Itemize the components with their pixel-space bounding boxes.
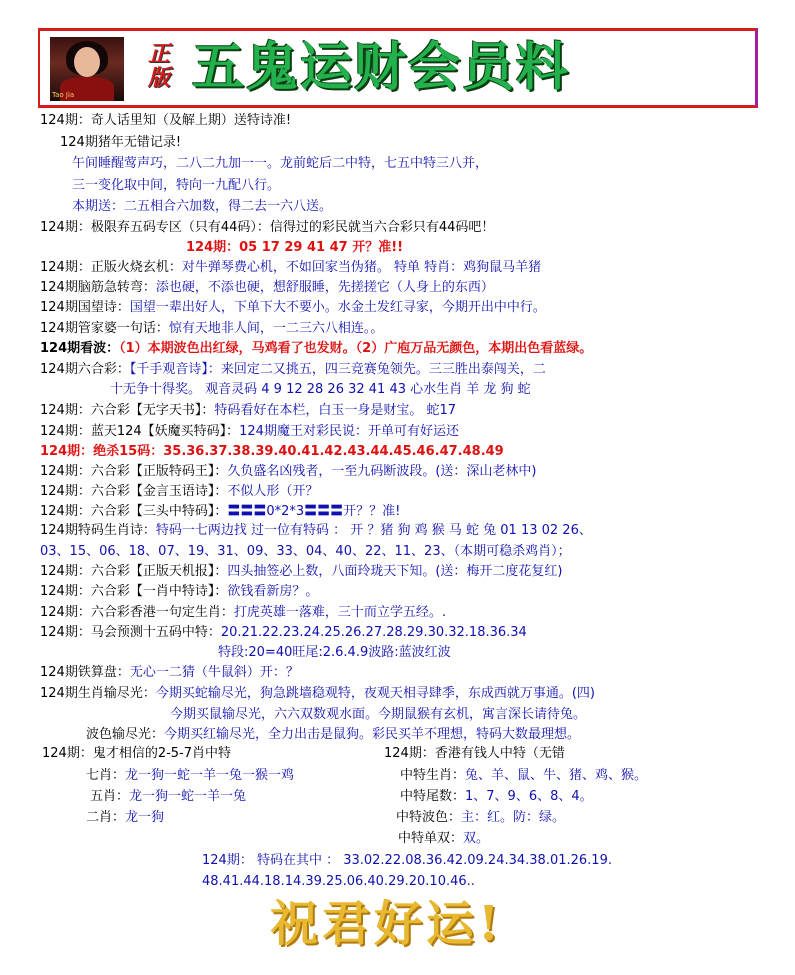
line-segment: 惊有天地非人间，一二三六八相连。。 xyxy=(168,321,384,336)
line-segment: 久负盛名凶残者，一至九码断波段。(送：深山老林中) xyxy=(227,464,537,479)
content-line xyxy=(72,198,332,216)
right-row-label: 中特生肖： xyxy=(400,768,466,783)
line-segment: 124期：六合彩香港一句定生肖： xyxy=(40,605,234,620)
line-segment: 四头抽签必上数，八面玲珑天下知。(送：梅开二度花复红) xyxy=(227,564,563,579)
photo-caption: Tao Jia xyxy=(52,91,75,99)
line-segment: 124期：六合彩【无字天书】： xyxy=(40,403,215,418)
line-segment: 124期脑筋急转弯： xyxy=(40,280,156,295)
left-row-value: 龙一狗一蛇一羊一兔一猴一鸡 xyxy=(125,768,295,783)
line-segment: 124期：六合彩【正版天机报】： xyxy=(40,564,228,579)
line-segment: 124期：六合彩【一肖中特诗】： xyxy=(40,584,228,599)
good-luck-text: 祝君好运! xyxy=(270,896,504,952)
line-segment: 124期生肖输尽光： xyxy=(40,686,156,701)
content-line xyxy=(40,340,592,358)
line-segment: 03、15、06、18、07、19、31、09、33、04、40、22、11、23、（本期可稳杀鸡肖）； xyxy=(40,544,571,559)
line-segment: 对牛弹琴费心机，不如回家当伪猪。 特单 特肖：鸡狗鼠马羊猪 xyxy=(181,260,542,275)
content-line xyxy=(86,726,580,744)
right-row-zodiac xyxy=(400,767,647,785)
line-segment: 124期：六合彩【三头中特码】： xyxy=(40,504,228,519)
content-line xyxy=(40,604,446,622)
right-row-label: 中特单双： xyxy=(398,831,464,846)
content-line xyxy=(40,112,291,130)
content-line xyxy=(40,543,571,561)
content-line xyxy=(72,155,488,173)
line-segment: 三一变化取中间，特向一九配八行。 xyxy=(72,178,281,193)
left-row-value: 龙一狗一蛇一羊一兔 xyxy=(129,789,247,804)
content-line xyxy=(40,483,318,501)
right-row-label: 中特尾数： xyxy=(400,789,466,804)
content-line xyxy=(60,134,181,152)
line-segment: 124期猪年无错记录! xyxy=(60,135,182,150)
content-line xyxy=(40,563,562,581)
line-segment: 124期：05 17 29 41 47 开？准!! xyxy=(186,240,404,255)
left-row-5 xyxy=(90,788,246,806)
content-line xyxy=(110,381,531,399)
line-segment: 124期铁算盘： xyxy=(40,665,130,680)
line-segment: 〓〓〓0*2*3〓〓〓开？？准! xyxy=(227,504,401,519)
line-segment: 【千手观音诗】：来回定二又挑五，四三竞赛兔领先。三三胜出泰闯关，二 xyxy=(129,362,546,377)
content-line xyxy=(40,259,541,277)
line-segment: 国望一辈出好人，下单下大不要小。水金土发红寻家，今期开出中中行。 xyxy=(129,300,546,315)
left-row-2 xyxy=(86,809,164,827)
line-segment: 今期买鼠输尽光，六六双数观水面。今期鼠猴有玄机，寓言深长请待兔。 xyxy=(170,707,587,722)
line-segment: 124期：正版火烧玄机： xyxy=(40,260,182,275)
left-row-label: 二肖： xyxy=(86,810,126,825)
content-line xyxy=(40,463,536,481)
line-segment: 今期买红输尽光，全力出击是鼠狗。彩民买羊不理想，特码大数最理想。 xyxy=(164,727,581,742)
special-code-line-1: 124期： 特码在其中 ： 33.02.22.08.36.42.09.24.34.38.01.26.19. xyxy=(202,853,612,868)
line-segment: 124期：六合彩【金言玉语诗】： xyxy=(40,484,228,499)
right-row-value: 兔、羊、鼠、牛、猪、鸡、猴。 xyxy=(465,768,648,783)
line-segment: 午间睡醒莺声巧，二八二九加一一。龙前蛇后二中特，七五中特三八并， xyxy=(72,156,489,171)
content-line xyxy=(40,219,494,237)
portrait-photo xyxy=(50,37,124,101)
right-row-oddeven xyxy=(398,830,489,848)
line-segment: 特段:20=40旺尾:2.6.4.9波路:蓝波红波 xyxy=(218,645,451,660)
content-line xyxy=(186,239,403,257)
content-line xyxy=(40,279,494,297)
line-segment: 124期国望诗： xyxy=(40,300,130,315)
line-segment: 本期送：二五相合六加数，得二去一六八送。 xyxy=(72,199,333,214)
content-line xyxy=(40,361,546,379)
header-banner xyxy=(38,28,758,108)
left-block-header: 124期：鬼才相信的2-5-7肖中特 xyxy=(42,746,232,761)
line-segment: 无心一二猜（牛鼠斜）开：？ xyxy=(129,665,299,680)
line-segment: 124期：奇人话里知（及解上期）送特诗准! xyxy=(40,113,292,128)
line-segment: 124期：蓝天124【妖魔买特码】： xyxy=(40,424,240,439)
line-segment: 124期：六合彩【正版特码王】： xyxy=(40,464,228,479)
content-line xyxy=(40,583,318,601)
special-code-line-2: 48.41.44.18.14.39.25.06.40.29.20.10.46.. xyxy=(202,874,475,889)
line-segment: 今期买蛇输尽光，狗急跳墙稳观特，夜观天相寻肆季，东成西就万事通。(四) xyxy=(155,686,595,701)
page-title: 五鬼运财会员料 xyxy=(192,38,571,98)
line-segment: 124期魔王对彩民说：开单可有好运还 xyxy=(239,424,459,439)
line-segment: 124期管家婆一句话： xyxy=(40,321,169,336)
content-line xyxy=(40,503,400,521)
content-line xyxy=(40,299,546,317)
content-line xyxy=(40,685,595,703)
content-line xyxy=(40,320,383,338)
genuine-badge: 正版 xyxy=(147,42,170,91)
line-segment: 124期看波： xyxy=(40,341,120,356)
line-segment: （1）本期波色出红绿，马鸡看了也发财。（2）广庖万品无颜色，本期出色看蓝绿。 xyxy=(119,341,593,356)
content-line xyxy=(40,664,299,682)
line-segment: 20.21.22.23.24.25.26.27.28.29.30.32.18.36.34 xyxy=(220,625,527,640)
right-block-header: 124期：香港有钱人中特（无错 xyxy=(384,746,565,761)
left-row-label: 七肖： xyxy=(86,768,126,783)
content-line xyxy=(170,706,586,724)
line-segment: 欲钱看新房？。 xyxy=(227,584,319,599)
line-segment: 添也硬，不添也硬，想舒服睡，先搓搓它（人身上的东西） xyxy=(155,280,494,295)
content-line xyxy=(40,402,456,420)
line-segment: 124期：极限弃五码专区（只有44码）：信得过的彩民就当六合彩只有44码吧！ xyxy=(40,220,495,235)
right-row-label: 中特波色： xyxy=(396,810,462,825)
line-segment: 特码看好在本栏，白玉一身是财宝。 蛇17 xyxy=(214,403,457,418)
line-segment: 波色输尽光： xyxy=(86,727,165,742)
line-segment: 特码一七两边找 过一位有特码 ： 开 ？猪 狗 鸡 猴 马 蛇 兔 01 13 02 26、 xyxy=(155,523,592,538)
right-row-tail xyxy=(400,788,593,806)
line-segment: 不似人形（开？ xyxy=(227,484,319,499)
line-segment: 124期六合彩： xyxy=(40,362,130,377)
content-line xyxy=(40,423,459,441)
portrait-face xyxy=(74,47,100,77)
right-row-value: 双。 xyxy=(463,831,490,846)
content-line xyxy=(218,644,451,662)
right-row-value: 主：红。防：绿。 xyxy=(461,810,566,825)
left-row-label: 五肖： xyxy=(90,789,130,804)
line-segment: 打虎英雄一落难，三十而立学五经。. xyxy=(233,605,446,620)
content-line xyxy=(40,522,592,540)
content-line xyxy=(72,177,280,195)
left-row-value: 龙一狗 xyxy=(125,810,165,825)
content-line xyxy=(40,443,504,461)
line-segment: 十无争十得奖。 观音灵码 4 9 12 28 26 32 41 43 心水生肖 羊 龙 狗 蛇 xyxy=(110,382,531,397)
content-line xyxy=(40,624,527,642)
line-segment: 124期特码生肖诗： xyxy=(40,523,156,538)
line-segment: 124期：马会预测十五码中特： xyxy=(40,625,221,640)
right-row-value: 1、7、9、6、8、4。 xyxy=(465,789,593,804)
left-row-7 xyxy=(86,767,294,785)
right-row-wave xyxy=(396,809,565,827)
line-segment: 124期：绝杀15码：35.36.37.38.39.40.41.42.43.44.45.46.47.48.49 xyxy=(40,444,504,459)
